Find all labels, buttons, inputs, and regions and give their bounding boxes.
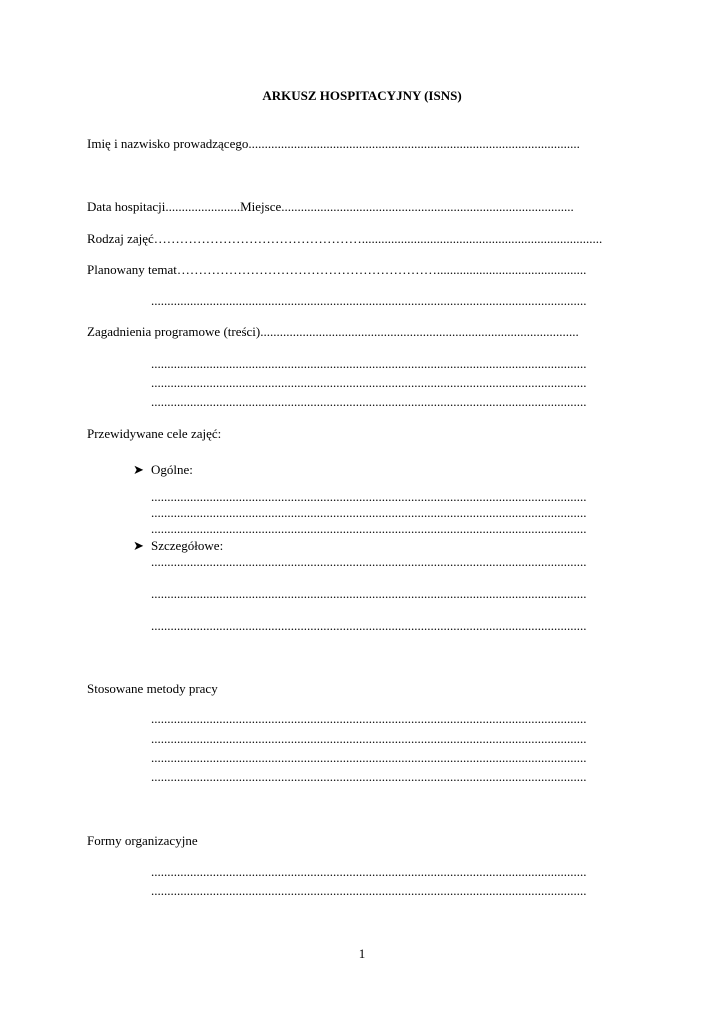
page-number: 1: [358, 946, 366, 961]
forms-line: ......................................................................................................................................: [151, 864, 587, 879]
detailed-goals-item: [133, 538, 433, 554]
methods-label: Stosowane metody pracy: [87, 681, 218, 696]
arrow-bullet-icon: ➤: [133, 462, 144, 477]
detailed-goals-line: ......................................................................................................................................: [151, 554, 587, 569]
methods-line: ......................................................................................................................................: [151, 731, 587, 746]
general-goals-item: [133, 462, 433, 478]
class-type-field: Rodzaj zajęć…………………………………………..........................................................................: [87, 231, 603, 246]
general-goals-line: ......................................................................................................................................: [151, 505, 587, 520]
detailed-goals-label: Szczegółowe:: [151, 538, 224, 553]
detailed-goals-line: ......................................................................................................................................: [151, 618, 587, 633]
content-line: ......................................................................................................................................: [151, 356, 587, 371]
topic-continuation-line: ......................................................................................................................................: [151, 293, 587, 308]
general-goals-line: ......................................................................................................................................: [151, 489, 587, 504]
teacher-name-field: Imię i nazwisko prowadzącego......................................................................................................: [87, 136, 580, 151]
methods-line: ......................................................................................................................................: [151, 750, 587, 765]
methods-line: ......................................................................................................................................: [151, 769, 587, 784]
content-line: ......................................................................................................................................: [151, 375, 587, 390]
forms-line: ......................................................................................................................................: [151, 883, 587, 898]
goals-label: Przewidywane cele zajęć:: [87, 426, 222, 441]
general-goals-label: Ogólne:: [151, 462, 193, 477]
topic-field: Planowany temat……………………………………………………..............................................: [87, 262, 587, 277]
date-place-field: Data hospitacji.......................Miejsce..........................................................................................: [87, 199, 574, 214]
forms-label: Formy organizacyjne: [87, 833, 198, 848]
arrow-bullet-icon: ➤: [133, 538, 144, 553]
program-content-field: Zagadnienia programowe (treści)..................................................................................................: [87, 324, 579, 339]
content-line: ......................................................................................................................................: [151, 394, 587, 409]
methods-line: ......................................................................................................................................: [151, 711, 587, 726]
detailed-goals-line: ......................................................................................................................................: [151, 586, 587, 601]
general-goals-line: ......................................................................................................................................: [151, 521, 587, 536]
document-title: ARKUSZ HOSPITACYJNY (ISNS): [262, 88, 462, 103]
